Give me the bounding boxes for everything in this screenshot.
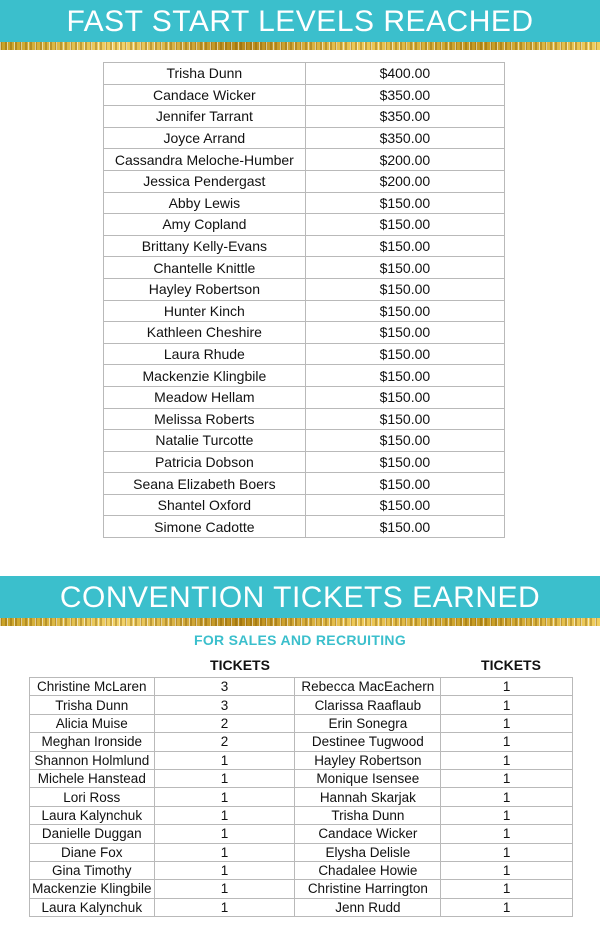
fast-start-amount: $200.00 bbox=[305, 170, 504, 192]
fast-start-amount: $400.00 bbox=[305, 63, 504, 85]
table-row bbox=[30, 880, 573, 898]
fast-start-amount: $150.00 bbox=[305, 451, 504, 473]
left-name: Laura Kalynchuk bbox=[30, 806, 155, 824]
consultant-name: Seana Elizabeth Boers bbox=[104, 473, 306, 495]
left-tickets: 3 bbox=[154, 696, 295, 714]
consultant-name: Abby Lewis bbox=[104, 192, 306, 214]
fast-start-banner bbox=[0, 0, 600, 44]
fast-start-amount: $350.00 bbox=[305, 127, 504, 149]
fast-start-amount: $150.00 bbox=[305, 235, 504, 257]
right-tickets: 1 bbox=[441, 733, 573, 751]
fast-start-amount: $150.00 bbox=[305, 408, 504, 430]
convention-tickets-table bbox=[29, 677, 573, 917]
table-row bbox=[104, 192, 505, 214]
right-tickets: 1 bbox=[441, 806, 573, 824]
consultant-name: Jennifer Tarrant bbox=[104, 106, 306, 128]
left-tickets: 1 bbox=[154, 806, 295, 824]
consultant-name: Simone Cadotte bbox=[104, 516, 306, 538]
consultant-name: Patricia Dobson bbox=[104, 451, 306, 473]
consultant-name: Candace Wicker bbox=[104, 84, 306, 106]
consultant-name: Hayley Robertson bbox=[104, 278, 306, 300]
gold-glitter-divider bbox=[0, 618, 600, 626]
table-row bbox=[30, 788, 573, 806]
fast-start-amount: $150.00 bbox=[305, 516, 504, 538]
right-name: Candace Wicker bbox=[295, 825, 441, 843]
table-row bbox=[30, 861, 573, 879]
consultant-name: Natalie Turcotte bbox=[104, 430, 306, 452]
table-row bbox=[30, 733, 573, 751]
left-name: Mackenzie Klingbile bbox=[30, 880, 155, 898]
left-name: Laura Kalynchuk bbox=[30, 898, 155, 916]
right-tickets: 1 bbox=[441, 898, 573, 916]
left-name: Michele Hanstead bbox=[30, 769, 155, 787]
right-tickets: 1 bbox=[441, 696, 573, 714]
right-name: Trisha Dunn bbox=[295, 806, 441, 824]
table-row bbox=[104, 300, 505, 322]
fast-start-amount: $150.00 bbox=[305, 257, 504, 279]
tickets-header-left: TICKETS bbox=[210, 657, 270, 673]
tickets-header-right: TICKETS bbox=[481, 657, 541, 673]
table-row bbox=[104, 473, 505, 495]
table-row bbox=[104, 516, 505, 538]
left-name: Lori Ross bbox=[30, 788, 155, 806]
table-row bbox=[104, 170, 505, 192]
consultant-name: Amy Copland bbox=[104, 214, 306, 236]
left-tickets: 1 bbox=[154, 825, 295, 843]
left-name: Shannon Holmlund bbox=[30, 751, 155, 769]
right-tickets: 1 bbox=[441, 861, 573, 879]
table-row bbox=[104, 430, 505, 452]
fast-start-amount: $150.00 bbox=[305, 343, 504, 365]
consultant-name: Kathleen Cheshire bbox=[104, 322, 306, 344]
consultant-name: Joyce Arrand bbox=[104, 127, 306, 149]
table-row bbox=[104, 343, 505, 365]
convention-title: CONVENTION TICKETS EARNED bbox=[59, 581, 541, 614]
table-row bbox=[30, 843, 573, 861]
consultant-name: Trisha Dunn bbox=[104, 63, 306, 85]
right-tickets: 1 bbox=[441, 678, 573, 696]
fast-start-amount: $150.00 bbox=[305, 278, 504, 300]
fast-start-amount: $150.00 bbox=[305, 494, 504, 516]
fast-start-amount: $150.00 bbox=[305, 430, 504, 452]
consultant-name: Cassandra Meloche-Humber bbox=[104, 149, 306, 171]
right-tickets: 1 bbox=[441, 843, 573, 861]
fast-start-amount: $150.00 bbox=[305, 300, 504, 322]
left-tickets: 1 bbox=[154, 880, 295, 898]
convention-subtitle: FOR SALES AND RECRUITING bbox=[193, 632, 407, 648]
right-name: Christine Harrington bbox=[295, 880, 441, 898]
consultant-name: Brittany Kelly-Evans bbox=[104, 235, 306, 257]
right-name: Monique Isensee bbox=[295, 769, 441, 787]
table-row bbox=[104, 386, 505, 408]
fast-start-amount: $150.00 bbox=[305, 214, 504, 236]
table-row bbox=[104, 63, 505, 85]
table-row bbox=[104, 127, 505, 149]
table-row bbox=[30, 898, 573, 916]
left-tickets: 1 bbox=[154, 769, 295, 787]
left-name: Gina Timothy bbox=[30, 861, 155, 879]
table-row bbox=[30, 696, 573, 714]
fast-start-table bbox=[103, 62, 505, 538]
consultant-name: Mackenzie Klingbile bbox=[104, 365, 306, 387]
table-row bbox=[104, 494, 505, 516]
right-name: Jenn Rudd bbox=[295, 898, 441, 916]
left-name: Diane Fox bbox=[30, 843, 155, 861]
left-name: Trisha Dunn bbox=[30, 696, 155, 714]
table-row bbox=[104, 322, 505, 344]
consultant-name: Melissa Roberts bbox=[104, 408, 306, 430]
left-tickets: 1 bbox=[154, 788, 295, 806]
left-tickets: 1 bbox=[154, 861, 295, 879]
table-row bbox=[30, 714, 573, 732]
right-name: Chadalee Howie bbox=[295, 861, 441, 879]
table-row bbox=[104, 278, 505, 300]
consultant-name: Shantel Oxford bbox=[104, 494, 306, 516]
right-name: Hayley Robertson bbox=[295, 751, 441, 769]
fast-start-amount: $150.00 bbox=[305, 386, 504, 408]
fast-start-amount: $150.00 bbox=[305, 192, 504, 214]
table-row bbox=[30, 751, 573, 769]
table-row bbox=[30, 678, 573, 696]
consultant-name: Jessica Pendergast bbox=[104, 170, 306, 192]
fast-start-amount: $150.00 bbox=[305, 322, 504, 344]
right-name: Hannah Skarjak bbox=[295, 788, 441, 806]
left-tickets: 1 bbox=[154, 898, 295, 916]
table-row bbox=[104, 408, 505, 430]
left-name: Danielle Duggan bbox=[30, 825, 155, 843]
right-name: Elysha Delisle bbox=[295, 843, 441, 861]
right-name: Clarissa Raaflaub bbox=[295, 696, 441, 714]
right-tickets: 1 bbox=[441, 788, 573, 806]
right-tickets: 1 bbox=[441, 769, 573, 787]
fast-start-amount: $200.00 bbox=[305, 149, 504, 171]
table-row bbox=[104, 84, 505, 106]
fast-start-amount: $150.00 bbox=[305, 365, 504, 387]
table-row bbox=[104, 365, 505, 387]
table-row bbox=[30, 806, 573, 824]
fast-start-amount: $350.00 bbox=[305, 84, 504, 106]
left-tickets: 2 bbox=[154, 733, 295, 751]
right-tickets: 1 bbox=[441, 880, 573, 898]
consultant-name: Hunter Kinch bbox=[104, 300, 306, 322]
left-tickets: 3 bbox=[154, 678, 295, 696]
table-row bbox=[104, 214, 505, 236]
table-row bbox=[30, 825, 573, 843]
table-row bbox=[104, 451, 505, 473]
table-row bbox=[104, 106, 505, 128]
right-tickets: 1 bbox=[441, 714, 573, 732]
consultant-name: Chantelle Knittle bbox=[104, 257, 306, 279]
fast-start-amount: $350.00 bbox=[305, 106, 504, 128]
table-row bbox=[104, 149, 505, 171]
right-tickets: 1 bbox=[441, 825, 573, 843]
left-tickets: 1 bbox=[154, 843, 295, 861]
right-name: Erin Sonegra bbox=[295, 714, 441, 732]
left-name: Meghan Ironside bbox=[30, 733, 155, 751]
left-name: Christine McLaren bbox=[30, 678, 155, 696]
right-name: Rebecca MacEachern bbox=[295, 678, 441, 696]
left-tickets: 1 bbox=[154, 751, 295, 769]
table-row bbox=[30, 769, 573, 787]
fast-start-amount: $150.00 bbox=[305, 473, 504, 495]
right-name: Destinee Tugwood bbox=[295, 733, 441, 751]
table-row bbox=[104, 235, 505, 257]
convention-banner bbox=[0, 576, 600, 620]
table-row bbox=[104, 257, 505, 279]
consultant-name: Meadow Hellam bbox=[104, 386, 306, 408]
left-name: Alicia Muise bbox=[30, 714, 155, 732]
gold-glitter-divider bbox=[0, 42, 600, 50]
consultant-name: Laura Rhude bbox=[104, 343, 306, 365]
right-tickets: 1 bbox=[441, 751, 573, 769]
left-tickets: 2 bbox=[154, 714, 295, 732]
fast-start-title: FAST START LEVELS REACHED bbox=[66, 5, 534, 38]
